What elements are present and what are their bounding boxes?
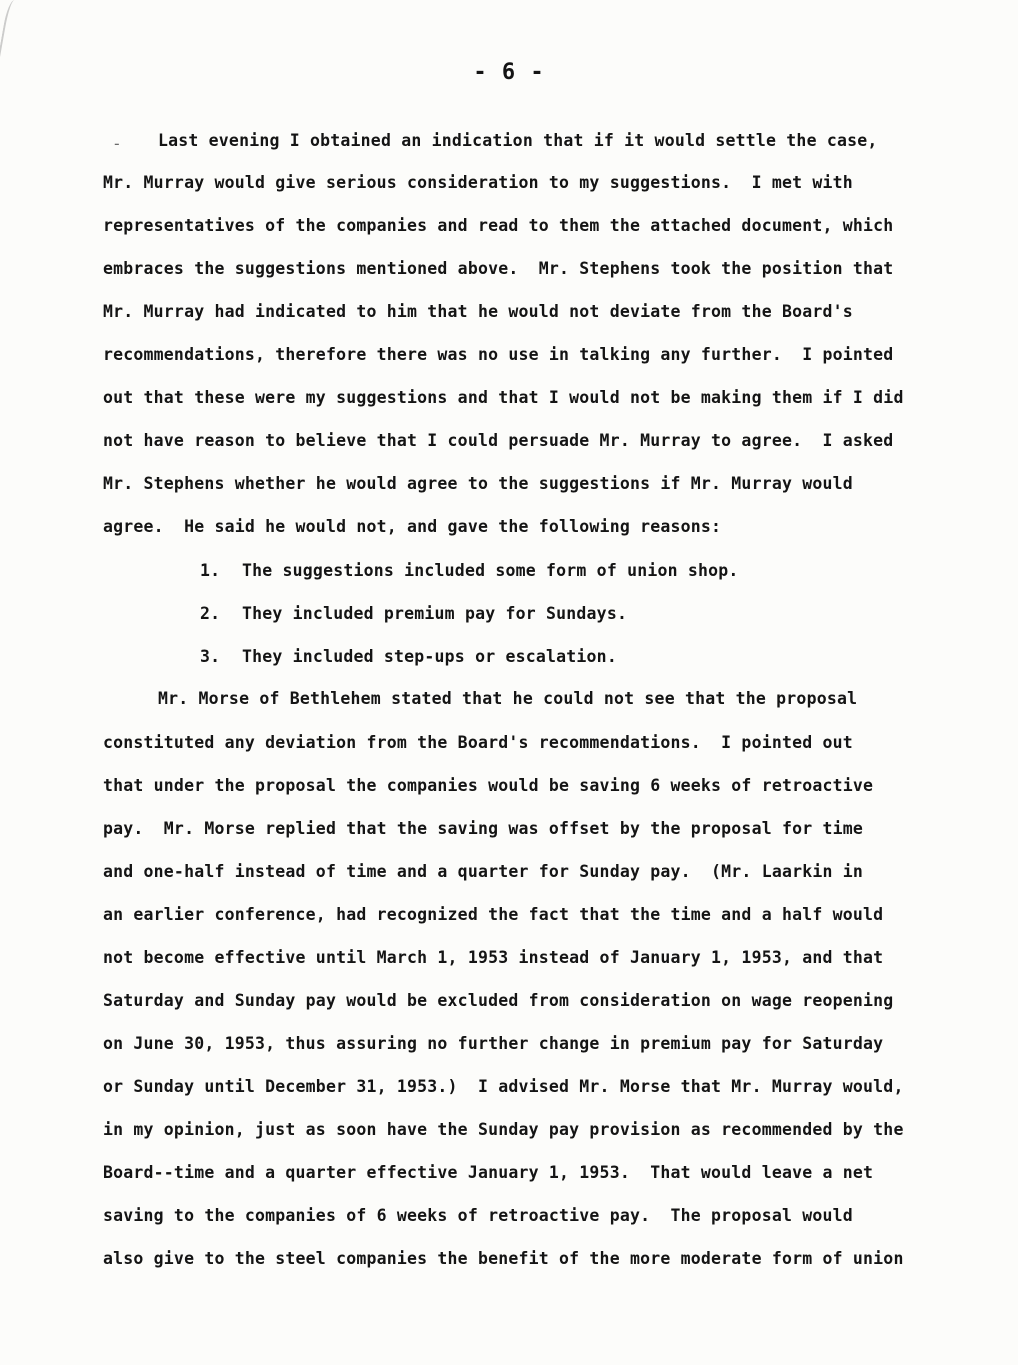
- reason-number: 1.: [200, 561, 221, 580]
- paragraph-line: not become effective until March 1, 1953 instead of January 1, 1953, and that: [103, 948, 884, 967]
- paragraph-line: and one-half instead of time and a quarter for Sunday pay. (Mr. Laarkin in: [103, 862, 864, 881]
- paragraph-line: Board--time and a quarter effective January 1, 1953. That would leave a net: [103, 1163, 874, 1182]
- paragraph-line: representatives of the companies and read to them the attached document, which: [103, 216, 894, 235]
- paragraph-line: embraces the suggestions mentioned above. Mr. Stephens took the position that: [103, 259, 894, 278]
- paragraph-line: pay. Mr. Morse replied that the saving was offset by the proposal for time: [103, 819, 864, 838]
- reason-item: [200, 646, 617, 668]
- reason-text: They included step-ups or escalation.: [242, 647, 617, 666]
- paragraph-line: that under the proposal the companies would be saving 6 weeks of retroactive: [103, 776, 874, 795]
- paragraph-line: saving to the companies of 6 weeks of retroactive pay. The proposal would: [103, 1206, 853, 1225]
- reason-item: [200, 560, 739, 582]
- paragraph-line: on June 30, 1953, thus assuring no further change in premium pay for Saturday: [103, 1034, 884, 1053]
- paragraph-line: out that these were my suggestions and that I would not be making them if I did: [103, 388, 904, 407]
- paragraph-line: recommendations, therefore there was no use in talking any further. I pointed: [103, 345, 894, 364]
- paragraph-line: or Sunday until December 31, 1953.) I advised Mr. Morse that Mr. Murray would,: [103, 1077, 904, 1096]
- reason-text: They included premium pay for Sundays.: [242, 604, 628, 623]
- reason-number: 2.: [200, 604, 221, 623]
- paragraph-line: an earlier conference, had recognized the fact that the time and a half would: [103, 905, 884, 924]
- paragraph-line: in my opinion, just as soon have the Sunday pay provision as recommended by the: [103, 1120, 904, 1139]
- reason-text: The suggestions included some form of union shop.: [242, 561, 739, 580]
- paragraph-line: Mr. Murray had indicated to him that he would not deviate from the Board's: [103, 302, 853, 321]
- paragraph-line: constituted any deviation from the Board's recommendations. I pointed out: [103, 733, 853, 752]
- paragraph-line: Mr. Morse of Bethlehem stated that he could not see that the proposal: [158, 689, 858, 708]
- paragraph-line: also give to the steel companies the benefit of the more moderate form of union: [103, 1249, 904, 1268]
- paragraph-line: Mr. Stephens whether he would agree to the suggestions if Mr. Murray would: [103, 474, 853, 493]
- paragraph-line: Saturday and Sunday pay would be excluded from consideration on wage reopening: [103, 991, 894, 1010]
- paragraph-line: Mr. Murray would give serious consideration to my suggestions. I met with: [103, 173, 853, 192]
- paragraph-line: Last evening I obtained an indication that if it would settle the case,: [158, 131, 878, 150]
- paragraph-line: not have reason to believe that I could persuade Mr. Murray to agree. I asked: [103, 431, 894, 450]
- reason-item: [200, 603, 627, 625]
- margin-dash: -: [112, 134, 122, 153]
- reason-number: 3.: [200, 647, 221, 666]
- page-number: - 6 -: [473, 60, 545, 85]
- paragraph-line: agree. He said he would not, and gave the following reasons:: [103, 517, 722, 536]
